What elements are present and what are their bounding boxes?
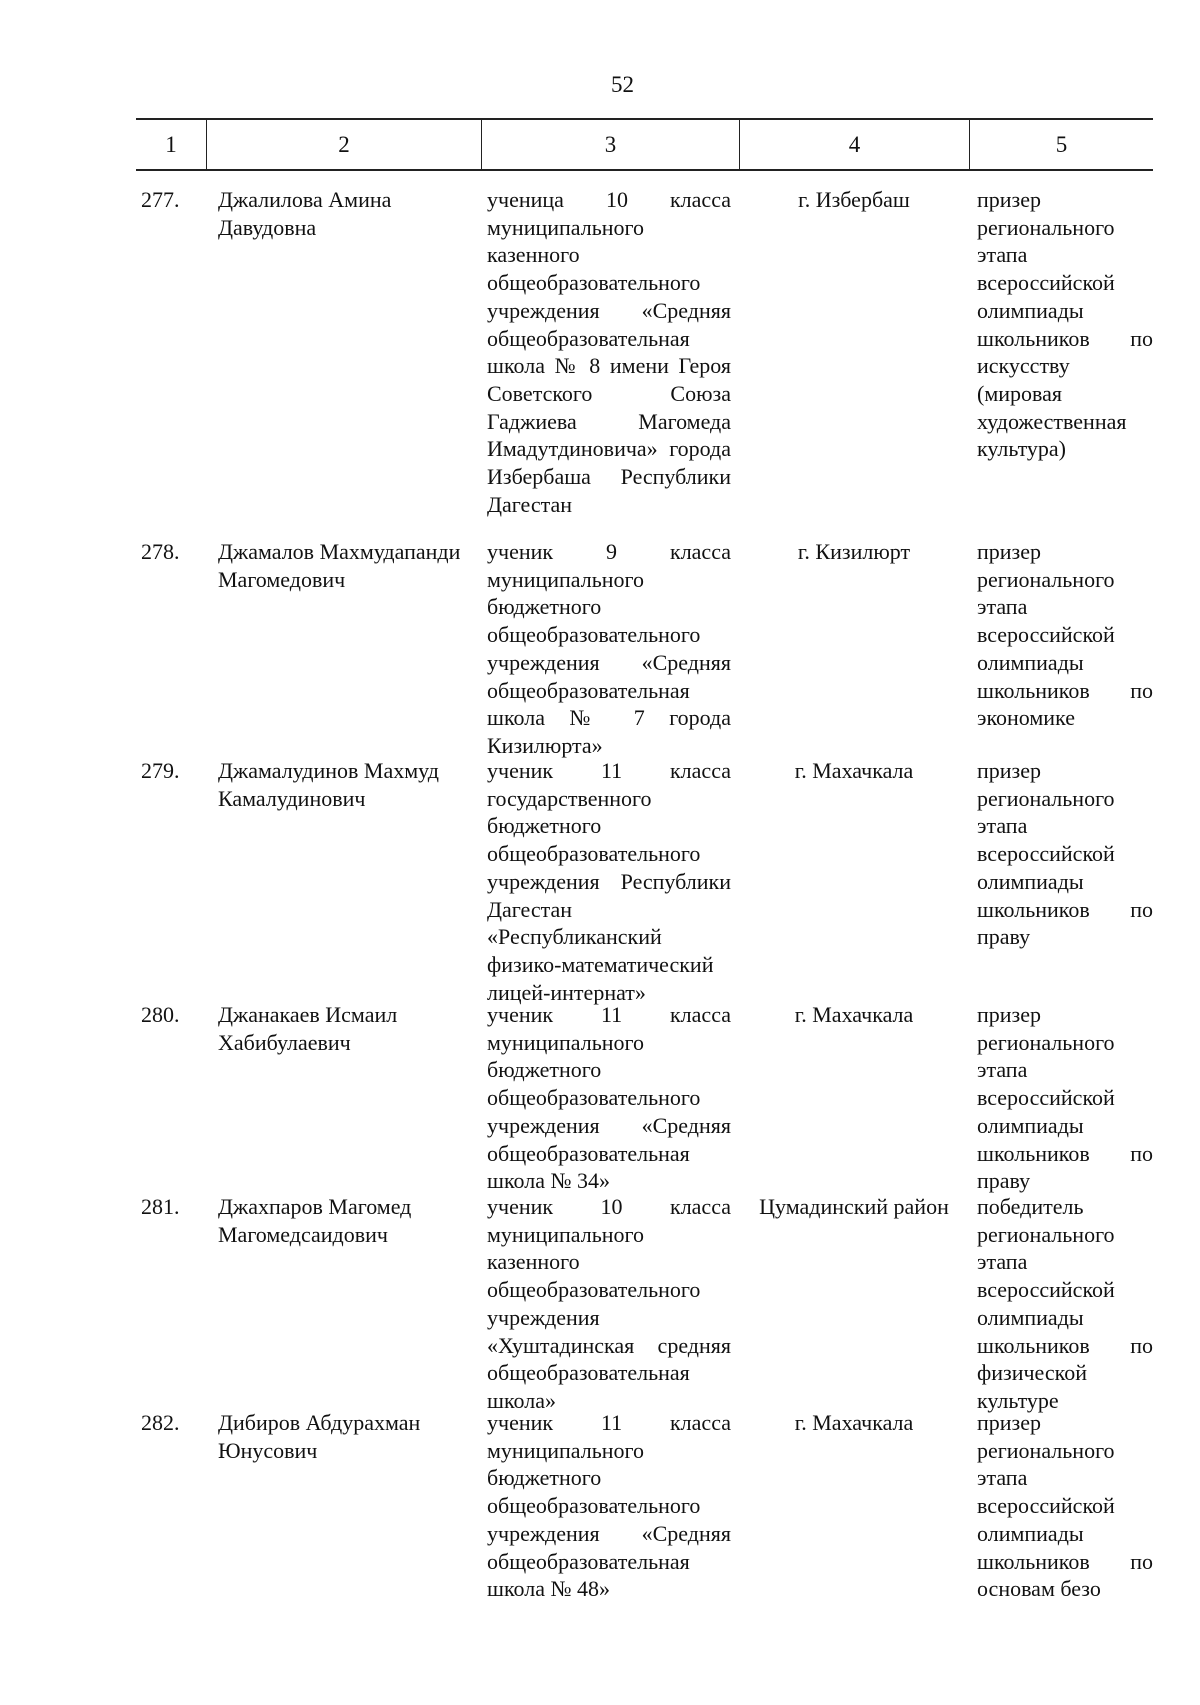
table-row — [136, 1409, 1153, 1602]
award-status: призер регионального этапа всероссийской олимпиады школьников по праву — [977, 1002, 1153, 1194]
table-row — [136, 757, 1153, 1005]
school-description: ученик 11 класса муниципального бюджетного общеобразовательного учреждения «Средняя общеобразовательная школа № 48» — [487, 1410, 731, 1602]
table-body — [136, 186, 1153, 1602]
person-name: Джамалудинов Махмуд Камалудинович — [218, 758, 439, 811]
row-number: 279. — [141, 758, 180, 783]
column-header-1: 1 — [165, 131, 177, 157]
column-header-5: 5 — [969, 120, 1153, 169]
person-name: Джанакаев Исмаил Хабибулаевич — [218, 1002, 398, 1055]
school-description: ученик 11 класса государственного бюджетного общеобразовательного учреждения Республики Дагестан «Республиканский физико-математический лицей-интернат» — [487, 758, 731, 1005]
award-status: призер регионального этапа всероссийской олимпиады школьников по искусству (мировая художественная культура) — [977, 187, 1153, 462]
table-row — [136, 1193, 1153, 1413]
locality: г. Избербаш — [798, 187, 910, 212]
table-header — [136, 118, 1153, 171]
column-header-2: 2 — [206, 120, 481, 169]
school-description: ученик 10 класса муниципального казенного общеобразовательного учреждения «Хуштадинская средняя общеобразовательная школа» — [487, 1194, 731, 1413]
locality: г. Кизилюрт — [797, 539, 911, 564]
table-row — [136, 1001, 1153, 1193]
award-status: призер регионального этапа всероссийской олимпиады школьников по основам безо — [977, 1410, 1153, 1602]
locality: г. Махачкала — [794, 758, 914, 783]
row-number: 277. — [141, 187, 180, 212]
table-row — [136, 186, 1153, 538]
school-description: ученица 10 класса муниципального казенного общеобразовательного учреждения «Средняя общеобразовательная школа № 8 имени Героя Советского Союза Гаджиева Магомеда Имадутдиновича» города Избербаша Республики Дагестан — [487, 187, 731, 517]
row-number: 281. — [141, 1194, 180, 1219]
locality: Цумадинский район — [759, 1194, 949, 1219]
school-description: ученик 9 класса муниципального бюджетного общеобразовательного учреждения «Средняя общеобразовательная школа № 7 города Кизилюрта» — [487, 539, 731, 758]
person-name: Джалилова Амина Давудовна — [218, 187, 392, 240]
column-header-4: 4 — [739, 120, 969, 169]
school-description: ученик 11 класса муниципального бюджетного общеобразовательного учреждения «Средняя общеобразовательная школа № 34» — [487, 1002, 731, 1194]
person-name: Джамалов Махмудапанди Магомедович — [218, 539, 461, 592]
row-number: 282. — [141, 1410, 180, 1435]
row-number: 278. — [141, 539, 180, 564]
award-status: призер регионального этапа всероссийской олимпиады школьников по экономике — [977, 539, 1153, 731]
awardees-table — [136, 118, 1153, 1602]
award-status: победитель регионального этапа всероссийской олимпиады школьников по физической культуре — [977, 1194, 1153, 1413]
column-header-3: 3 — [481, 120, 739, 169]
page-number: 52 — [611, 72, 634, 97]
locality: г. Махачкала — [794, 1410, 914, 1435]
table-row — [136, 538, 1153, 757]
person-name: Дибиров Абдурахман Юнусович — [218, 1410, 421, 1463]
locality: г. Махачкала — [794, 1002, 914, 1027]
person-name: Джахпаров Магомед Магомедсаидович — [218, 1194, 412, 1247]
row-number: 280. — [141, 1002, 180, 1027]
award-status: призер регионального этапа всероссийской олимпиады школьников по праву — [977, 758, 1153, 950]
